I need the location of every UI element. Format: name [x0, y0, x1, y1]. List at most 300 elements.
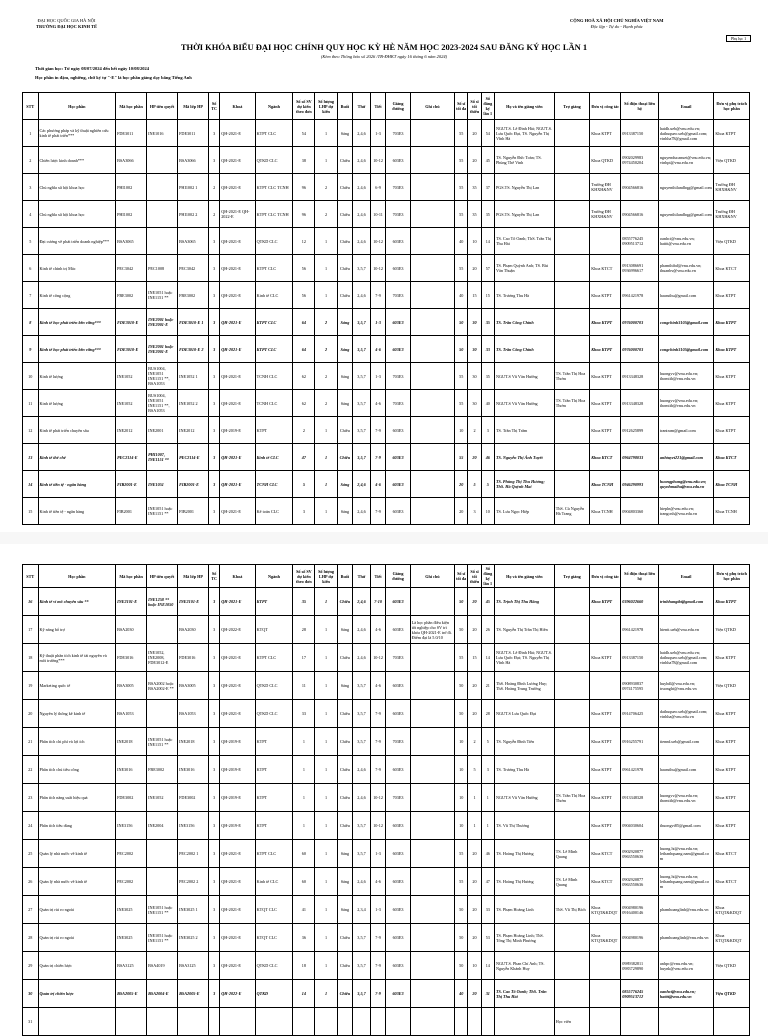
cell-dk: 53	[481, 924, 494, 952]
cell-dk: 21	[481, 672, 494, 700]
cell-email: oanhct@vnu.edu.vn; hatttt@vnu.edu.vn	[658, 228, 713, 255]
cell-tiet: 7-9	[370, 282, 386, 309]
cell-gd: 603E3	[386, 952, 410, 980]
cell-buoi: Sáng	[337, 120, 353, 147]
column-header: Số lượng LHP dự kiến	[315, 93, 337, 120]
column-header: Thứ	[353, 565, 371, 588]
cell-thu: 3,5,7	[353, 672, 371, 700]
cell-tro: TS. Lê Minh Quang	[554, 840, 589, 868]
table-row	[23, 868, 750, 896]
cell-tc: 3	[209, 616, 220, 644]
cell-hp: Chủ nghĩa xã hội khoa học	[38, 201, 116, 228]
cell-tq	[147, 700, 178, 728]
cell-sv: 35	[293, 588, 315, 616]
cell-max: 55	[455, 255, 468, 282]
cell-ghichu	[410, 444, 454, 471]
column-header: Mã lớp HP	[178, 565, 209, 588]
cell-tc: 3	[209, 644, 220, 672]
cell-tiet	[370, 1008, 386, 1036]
cell-tro	[554, 282, 589, 309]
cell-dk: 35	[481, 309, 494, 336]
cell-sdt	[621, 1008, 659, 1036]
cell-dk: 1	[481, 784, 494, 812]
cell-tro: Học viên	[554, 1008, 589, 1036]
cell-max: 50	[455, 588, 468, 616]
cell-dv: Khoa KTQT&KDQT	[590, 896, 621, 924]
table-row	[23, 282, 750, 309]
cell-tc: 3	[209, 336, 220, 363]
cell-tro	[554, 588, 589, 616]
cell-thu: 3,5,7	[353, 840, 371, 868]
cell-ghichu	[410, 363, 454, 390]
cell-min: 30	[468, 309, 481, 336]
cell-dvpt: Khoa KTPT	[714, 700, 750, 728]
cell-dv: Khoa KTPT	[590, 812, 621, 840]
cell-dv: Khoa KTPT	[590, 644, 621, 672]
cell-max: 50	[455, 700, 468, 728]
table-row	[23, 588, 750, 616]
cell-khoa: QH-2021-E	[220, 120, 255, 147]
cell-sdt: 0912625899	[621, 417, 659, 444]
cell-sdt: 0902029983 0974450204	[621, 147, 659, 174]
cell-ghichu	[410, 588, 454, 616]
cell-dk: 5	[481, 471, 494, 498]
cell-gv: TS. Vũ Thị Thương	[494, 812, 554, 840]
cell-khoa: QH-2021-E	[220, 282, 255, 309]
cell-sv: 1	[293, 812, 315, 840]
cell-tq: BUS1004, INE1051 INE1151 **, BSA1053	[147, 363, 178, 390]
cell-stt: 3	[23, 174, 39, 201]
cell-khoa: QH-2021-E QH-2022-E	[220, 201, 255, 228]
cell-dvpt: Khoa KTPT	[714, 336, 750, 363]
cell-dv: Trường ĐH KHXH&NV	[590, 174, 621, 201]
cell-ghichu	[410, 147, 454, 174]
cell-email: huongphung@vnu.edu.vn; quynhmaiha@vnu.edu.vn	[658, 471, 713, 498]
table-row	[23, 336, 750, 363]
column-header: Khoá	[220, 93, 255, 120]
cell-email: anhpc@vnu.edu.vn; huynk@vnu.edu.vn	[658, 952, 713, 980]
cell-dk: 10	[481, 498, 494, 525]
cell-nganh: KTPT	[255, 588, 293, 616]
cell-lop: INE3025 2	[178, 924, 209, 952]
cell-sv: 1	[293, 728, 315, 756]
cell-gv: TS. Phùng Thị Thu Hương; ThS. Hà Quỳnh Mai	[494, 471, 554, 498]
cell-dvpt: Khoa KTCT	[714, 255, 750, 282]
cell-tro	[554, 444, 589, 471]
cell-dvpt: Khoa KTPT	[714, 390, 750, 417]
cell-khoa: QH-2021-E	[220, 896, 255, 924]
cell-ghichu	[410, 784, 454, 812]
cell-min: 2	[468, 417, 481, 444]
cell-khoa: QH-2021-E	[220, 444, 255, 471]
table-header	[23, 93, 750, 120]
cell-buoi: Chiều	[337, 228, 353, 255]
cell-max: 10	[455, 756, 468, 784]
table-row	[23, 1008, 750, 1036]
cell-tro	[554, 812, 589, 840]
cell-email: haidh.ueb@vnu.edu.vn; dathuqueo.ueb@gmail.com; vinhha78@gmail.com	[658, 644, 713, 672]
cell-ma: INE1052	[116, 390, 147, 417]
cell-tiet: 1-3	[370, 896, 386, 924]
cell-dvpt: Khoa KTPT	[714, 812, 750, 840]
cell-tc: 2	[209, 174, 220, 201]
cell-tq: INE1051 hoặc INE1151 **	[147, 498, 178, 525]
cell-nganh: TCNH CLC	[255, 363, 293, 390]
cell-min: 20	[468, 255, 481, 282]
cell-buoi: Chiều	[337, 980, 353, 1008]
cell-tiet: 1-3	[370, 363, 386, 390]
cell-hp: Kinh tế tiền tệ - ngân hàng	[38, 471, 116, 498]
cell-tq: INE2001 hoặc INE2001-E	[147, 336, 178, 363]
cell-tq: BSA4019	[147, 952, 178, 980]
cell-tiet: 7-9	[370, 952, 386, 980]
cell-hp: Quản trị rủi ro ngoài	[38, 896, 116, 924]
cell-sv: 5	[293, 471, 315, 498]
cell-dv: Khoa KTPT	[590, 417, 621, 444]
cell-ghichu	[410, 282, 454, 309]
column-header: Buổi	[337, 93, 353, 120]
cell-lop: PHI1002 1	[178, 174, 209, 201]
cell-buoi: Chiều	[337, 588, 353, 616]
cell-dv: Trường ĐH KHXH&NV	[590, 201, 621, 228]
cell-gd: 603E3	[386, 228, 410, 255]
cell-tiet: 10-11	[370, 201, 386, 228]
cell-tro	[554, 952, 589, 980]
cell-ghichu	[410, 868, 454, 896]
cell-thu: 3,5,7	[353, 417, 371, 444]
cell-tro	[554, 120, 589, 147]
table-row	[23, 728, 750, 756]
cell-tc: 3	[209, 952, 220, 980]
cell-sv: 56	[293, 255, 315, 282]
cell-dk: 37	[481, 174, 494, 201]
cell-dk: 14	[481, 952, 494, 980]
cell-dk: 47	[481, 868, 494, 896]
cell-dk: 45	[481, 147, 494, 174]
cell-gd: 703E3	[386, 644, 410, 672]
cell-tc: 3	[209, 980, 220, 1008]
cell-hp: Chiến lược kinh doanh***	[38, 147, 116, 174]
cell-lhp	[315, 1008, 337, 1036]
cell-hp: Nguyên lý thống kê kinh tế	[38, 700, 116, 728]
table-row	[23, 784, 750, 812]
cell-tq: INE1051 hoặc INE1151 **	[147, 728, 178, 756]
cell-nganh: TCNH CLC	[255, 471, 293, 498]
cell-tro	[554, 336, 589, 363]
cell-sdt: 0916255791	[621, 728, 659, 756]
cell-lhp: 1	[315, 471, 337, 498]
cell-sv: 14	[293, 980, 315, 1008]
cell-max: 55	[455, 363, 468, 390]
cell-ghichu	[410, 980, 454, 1008]
cell-email: haaruthu@gmail.com	[658, 756, 713, 784]
cell-khoa: QH-2021-E	[220, 228, 255, 255]
cell-sv: 33	[293, 700, 315, 728]
cell-email: congchinh3105@gmail.com	[658, 336, 713, 363]
cell-sdt: 0961421978	[621, 756, 659, 784]
cell-max: 55	[455, 444, 468, 471]
cell-gd: 703E3	[386, 120, 410, 147]
table-row	[23, 444, 750, 471]
table-row	[23, 672, 750, 700]
cell-gv: TS. Trương Thu Hà	[494, 756, 554, 784]
cell-max: 40	[455, 228, 468, 255]
cell-gv: NGƯT.S Vũ Văn Hưởng	[494, 363, 554, 390]
cell-max: 50	[455, 309, 468, 336]
cell-thu: 3,5,7	[353, 924, 371, 952]
cell-gd: 603E3	[386, 471, 410, 498]
cell-lop: BSA3065	[178, 228, 209, 255]
cell-gd: 703E3	[386, 390, 410, 417]
cell-dv	[590, 1008, 621, 1036]
cell-ma: PEC2114-E	[116, 444, 147, 471]
cell-stt: 21	[23, 728, 39, 756]
cell-min: 2	[468, 728, 481, 756]
cell-min: 1	[468, 812, 481, 840]
cell-tq: INE1052, INE2008, FDE3012-E	[147, 644, 178, 672]
cell-nganh: QTKD CLC	[255, 147, 293, 174]
cell-khoa: QH-2019-E	[220, 728, 255, 756]
cell-ghichu	[410, 498, 454, 525]
table-row	[23, 812, 750, 840]
table-row	[23, 644, 750, 672]
cell-dv	[590, 616, 621, 644]
table-row	[23, 363, 750, 390]
cell-hp: Kỹ năng bổ trợ	[38, 616, 116, 644]
cell-hp: Quản trị chiến lược	[38, 952, 116, 980]
cell-tc: 3	[209, 498, 220, 525]
cell-ghichu	[410, 728, 454, 756]
cell-tro: ThS. Vũ Thị Bích	[554, 896, 589, 924]
cell-ghichu	[410, 952, 454, 980]
cell-lop: FDE3010-E 2	[178, 336, 209, 363]
cell-dk: 14	[481, 644, 494, 672]
cell-thu: 2,4,6	[353, 644, 371, 672]
national-motto	[570, 18, 663, 30]
cell-min: 20	[468, 700, 481, 728]
cell-tro	[554, 756, 589, 784]
cell-lop: FDE3002	[178, 784, 209, 812]
cell-email: huong.ht@vnu.edu.vn; lethanhquang.nam@gmail.com	[658, 840, 713, 868]
cell-sv: 62	[293, 390, 315, 417]
cell-gd: 603E3	[386, 444, 410, 471]
table-row	[23, 147, 750, 174]
table-row	[23, 700, 750, 728]
cell-sv: 2	[293, 417, 315, 444]
cell-hp: Quản trị chiến lược	[38, 980, 116, 1008]
cell-tq	[147, 868, 178, 896]
cell-thu: 2,4,6	[353, 784, 371, 812]
cell-thu	[353, 1008, 371, 1036]
cell-tc: 3	[209, 309, 220, 336]
cell-max: 20	[455, 471, 468, 498]
cell-buoi: Chiều	[337, 700, 353, 728]
cell-hp	[38, 1008, 116, 1036]
cell-tiet: 10-12	[370, 228, 386, 255]
cell-stt: 24	[23, 812, 39, 840]
cell-thu: 3,5,7	[353, 728, 371, 756]
cell-lhp: 1	[315, 980, 337, 1008]
cell-max: 50	[455, 896, 468, 924]
cell-min: 20	[468, 840, 481, 868]
column-header: Họ và tên giảng viên	[494, 565, 554, 588]
cell-sdt: 0904980196 0916400146	[621, 896, 659, 924]
cell-dvpt: Khoa KTPT	[714, 282, 750, 309]
cell-dvpt: Khoa KTPT	[714, 588, 750, 616]
cell-khoa: QH-2021-E	[220, 924, 255, 952]
cell-tq: INE1051 hoặc INE1151 **	[147, 282, 178, 309]
cell-dv	[590, 952, 621, 980]
column-header: Email	[658, 93, 713, 120]
cell-tc: 2	[209, 201, 220, 228]
cell-dv: Khoa KTCT	[590, 255, 621, 282]
cell-lhp: 1	[315, 756, 337, 784]
cell-tiet: 4-6	[370, 471, 386, 498]
cell-ma: INE1052	[116, 363, 147, 390]
cell-tc	[209, 1008, 220, 1036]
cell-email: huyhdl@vnu.edu.vn; truonght@vnu.edu.vn	[658, 672, 713, 700]
cell-sv: 41	[293, 896, 315, 924]
cell-ghichu	[410, 309, 454, 336]
cell-max: 50	[455, 672, 468, 700]
cell-gd: 603E3	[386, 756, 410, 784]
cell-tro: TS. Lê Minh Quang	[554, 868, 589, 896]
cell-khoa: QH-2021-E	[220, 644, 255, 672]
cell-min: 3	[468, 498, 481, 525]
cell-email: tiennd.ueb@gmail.com	[658, 728, 713, 756]
cell-dk: 45	[481, 588, 494, 616]
cell-khoa: QH-2022-E	[220, 616, 255, 644]
cell-nganh: Kế toán CLC	[255, 498, 293, 525]
cell-tc: 3	[209, 147, 220, 174]
cell-sv: 96	[293, 174, 315, 201]
cell-lop: INE2101-E	[178, 588, 209, 616]
cell-dvpt: Khoa KTPT	[714, 756, 750, 784]
cell-sv: 12	[293, 228, 315, 255]
cell-tiet: 1-3	[370, 120, 386, 147]
column-header: Số số SV dự kiến theo đơn	[293, 565, 315, 588]
column-header: Ghi chú	[410, 565, 454, 588]
cell-gd: 603E3	[386, 588, 410, 616]
cell-max: 10	[455, 812, 468, 840]
document-title: THỜI KHÓA BIỂU ĐẠI HỌC CHÍNH QUY HỌC KỲ HÈ NĂM HỌC 2023-2024 SAU ĐĂNG KÝ HỌC LẦN 1	[180, 42, 588, 52]
table-row	[23, 980, 750, 1008]
cell-dvpt: Viện QTKD	[714, 228, 750, 255]
column-header: Số điện thoại liên hệ	[621, 565, 659, 588]
cell-tq: PEC1008	[147, 255, 178, 282]
cell-email: phamhoanglinh@vnu.edu.vn	[658, 896, 713, 924]
cell-dv: Khoa KTPT	[590, 728, 621, 756]
table-header	[23, 565, 750, 588]
cell-tq: INE1051	[147, 471, 178, 498]
cell-gd: 603E3	[386, 336, 410, 363]
cell-nganh: TCNH CLC	[255, 390, 293, 417]
cell-lhp: 1	[315, 728, 337, 756]
cell-gd	[386, 1008, 410, 1036]
cell-lhp: 2	[315, 390, 337, 417]
cell-khoa: QH-2021-E	[220, 700, 255, 728]
table-row	[23, 952, 750, 980]
cell-lhp: 1	[315, 924, 337, 952]
cell-dv	[590, 228, 621, 255]
cell-buoi: Sáng	[337, 471, 353, 498]
cell-tiet: 7-9	[370, 498, 386, 525]
table-row	[23, 174, 750, 201]
cell-min: 5	[468, 756, 481, 784]
cell-gd: 603E3	[386, 896, 410, 924]
cell-thu: 3,5,7	[353, 309, 371, 336]
cell-hp: Kỹ thuật phân tích kinh tế tài nguyên và môi trường***	[38, 644, 116, 672]
cell-dv: Khoa KTPT	[590, 120, 621, 147]
cell-sv: 17	[293, 644, 315, 672]
cell-min: 30	[468, 336, 481, 363]
cell-thu: 2,4,6	[353, 616, 371, 644]
cell-stt: 29	[23, 952, 39, 980]
cell-lop: INE3156	[178, 812, 209, 840]
cell-gv: ThS. Hoàng Đình Lương Huy; ThS. Hoàng Trung Trường	[494, 672, 554, 700]
cell-max: 50	[455, 924, 468, 952]
cell-lop: PEC2114-E	[178, 444, 209, 471]
cell-gd: 603E3	[386, 255, 410, 282]
cell-tc: 3	[209, 228, 220, 255]
cell-dvpt: Viện QTKD	[714, 952, 750, 980]
column-header: Đơn vị công tác	[590, 565, 621, 588]
school-name: TRƯỜNG ĐẠI HỌC KINH TẾ	[36, 24, 98, 29]
cell-thu: 2,4,6	[353, 174, 371, 201]
university-header	[36, 18, 97, 30]
cell-nganh: KTPT	[255, 784, 293, 812]
cell-thu: 2,4,6	[353, 201, 371, 228]
cell-min: 20	[468, 588, 481, 616]
cell-sv: 28	[293, 616, 315, 644]
cell-dvpt: Khoa KTPT	[714, 644, 750, 672]
cell-tiet: 1-3	[370, 840, 386, 868]
cell-hp: Chủ nghĩa xã hội khoa học	[38, 174, 116, 201]
cell-ghichu	[410, 840, 454, 868]
motto: Độc lập - Tự do - Hạnh phúc	[590, 24, 643, 29]
republic-name: CỘNG HOÀ XÃ HỘI CHỦ NGHĨA VIỆT NAM	[570, 18, 664, 23]
cell-tiet: 4-6	[370, 616, 386, 644]
cell-gd: 603E3	[386, 616, 410, 644]
cell-email: phamhoanglinh@vnu.edu.vn	[658, 924, 713, 952]
cell-tiet: 7-9	[370, 417, 386, 444]
cell-hp: Kinh tế thế chế	[38, 444, 116, 471]
cell-nganh: KTPT CLC	[255, 644, 293, 672]
cell-dv: Khoa KTQT&KDQT	[590, 924, 621, 952]
cell-max: 55	[455, 120, 468, 147]
cell-buoi: Chiều	[337, 952, 353, 980]
cell-gd: 703E3	[386, 784, 410, 812]
cell-stt: 19	[23, 672, 39, 700]
cell-email: nguyenthilandhqg@gmail.com	[658, 174, 713, 201]
cell-khoa: QH-2021-E	[220, 309, 255, 336]
column-header: Thứ	[353, 93, 371, 120]
cell-thu: 2,4,6	[353, 756, 371, 784]
cell-thu: 2,4,6	[353, 498, 371, 525]
cell-hp: Phân tích chủ tiêu công	[38, 756, 116, 784]
cell-buoi: Chiều	[337, 147, 353, 174]
cell-dv: Khoa KTCT	[590, 444, 621, 471]
cell-sdt: 0855776245 0909513712	[621, 228, 659, 255]
cell-hp: Marketing quốc tế	[38, 672, 116, 700]
cell-dk: 14	[481, 228, 494, 255]
cell-thu: 2,4,6	[353, 588, 371, 616]
cell-tiet: 10-12	[370, 784, 386, 812]
cell-sdt: 0914706425	[621, 700, 659, 728]
cell-lop: FIB2001-E	[178, 471, 209, 498]
cell-ma: PEC2002	[116, 840, 147, 868]
cell-min: 35	[468, 174, 481, 201]
